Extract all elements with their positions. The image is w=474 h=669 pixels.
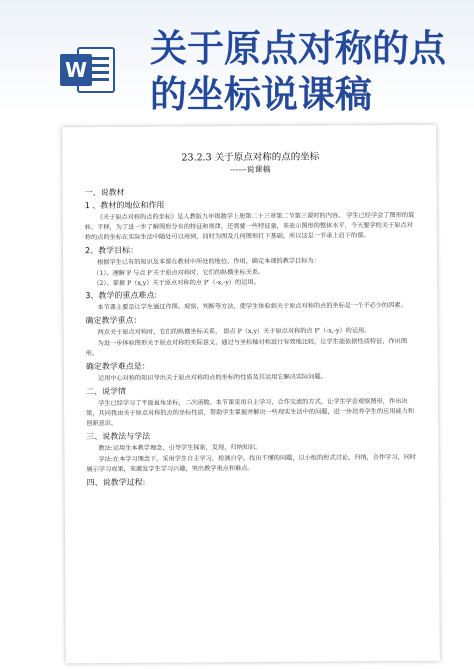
subsection-heading: 2、教学目标： (84, 245, 139, 256)
subsection-heading: 1 、教材的地位和作用 (84, 200, 165, 211)
section-heading: 一、说教材 (84, 187, 125, 198)
doc-title: 23.2.3 关于原点对称的点的坐标 (181, 151, 320, 164)
paragraph: 运用中心对称的知识导出关于原点对称的点的坐标的性质及其运用它解决实际问题。 (97, 373, 327, 383)
word-icon-letter: W (64, 58, 88, 82)
list-item: （1）、理解 P 与点 P′关于原点对称时，它们的纵横坐标关系。 (93, 268, 265, 278)
paragraph: 本节课主要是让学生通过作图、观察、判断等方法，使学生体验到关于原点对称的点的坐标是一个不必少的因素。 (97, 301, 407, 312)
page-title (150, 26, 450, 118)
doc-subtitle: ------说课稿 (230, 164, 271, 175)
paragraph: 学生已经学习了平面直角坐标，二次函数。本节课采用自主学习，合作交流的方式，让学生学会观察图形，作出决策，其同我由关于原点对称的点的坐标性质，帮助学生掌握并解决一些现实生活中的问题，进一步培养学生的应用能力和创新意识。 (86, 397, 415, 428)
paragraph: 根据学生已有的知识及本课在教材中所处的地位、作用，确定本课的教学目标为： (97, 257, 320, 267)
word-document-icon (60, 44, 116, 96)
subsection-heading: 3、教学的重点难点: (85, 290, 158, 301)
paragraph: 两点关于原点对称时，它们的纵横坐标关系， 即点 P（x,y）关于原点对称的点 P′（-x,-y）的运用。 (97, 327, 371, 337)
paragraph: 为进一步体验图形关于原点对称的实际意义，通过与坐标轴对称进行有效地比较，让学生能依据性质特征，作出图形。 (85, 337, 408, 358)
page-title-line1: 关于原点对称的点 (150, 27, 446, 70)
section-heading: 四、说教学过程: (86, 477, 146, 488)
section-heading: 三、说教法与学法 (86, 431, 151, 442)
paragraph: 学法:在本学习理念下，采用学生自主学习，检测自学，找出不懂的问题，以小组的形式讨论、归纳，合作学习，同时展示学习成果，来激发学生学习兴趣，突出教学重点和难点。 (86, 453, 417, 474)
paragraph: 教法:运用生本教学理念，引导学生探索，发现，归纳知识。 (98, 443, 262, 453)
list-item: （2）、掌握 P（x,y）关于原点对称的点 P′（-x,-y）的运用。 (93, 278, 260, 288)
document-preview (62, 125, 440, 664)
page-title-line2: 的坐标说课稿 (150, 73, 372, 116)
subsection-heading: 确定教学重点： (85, 315, 142, 326)
paragraph: 《关于原点对称的点的坐标》是人教版九年级数学上册第二十三章第二节第三课时的内容。 学生已经学会了图形的旋转、平移，为了进一步了解图形分布的特征和规律，还需要一些特征量，来表示图形的整体水平，今天要学的关于原点对称的点的坐标在实际生活中随处可以用到，同时为图及几何图形打下基础，所以这是一节承上启下的课。 (84, 211, 415, 242)
subsection-heading: 确定教学难点是： (85, 361, 150, 372)
header-banner (0, 0, 474, 116)
section-heading: 二、说学情 (85, 386, 127, 397)
document-body (84, 151, 418, 489)
